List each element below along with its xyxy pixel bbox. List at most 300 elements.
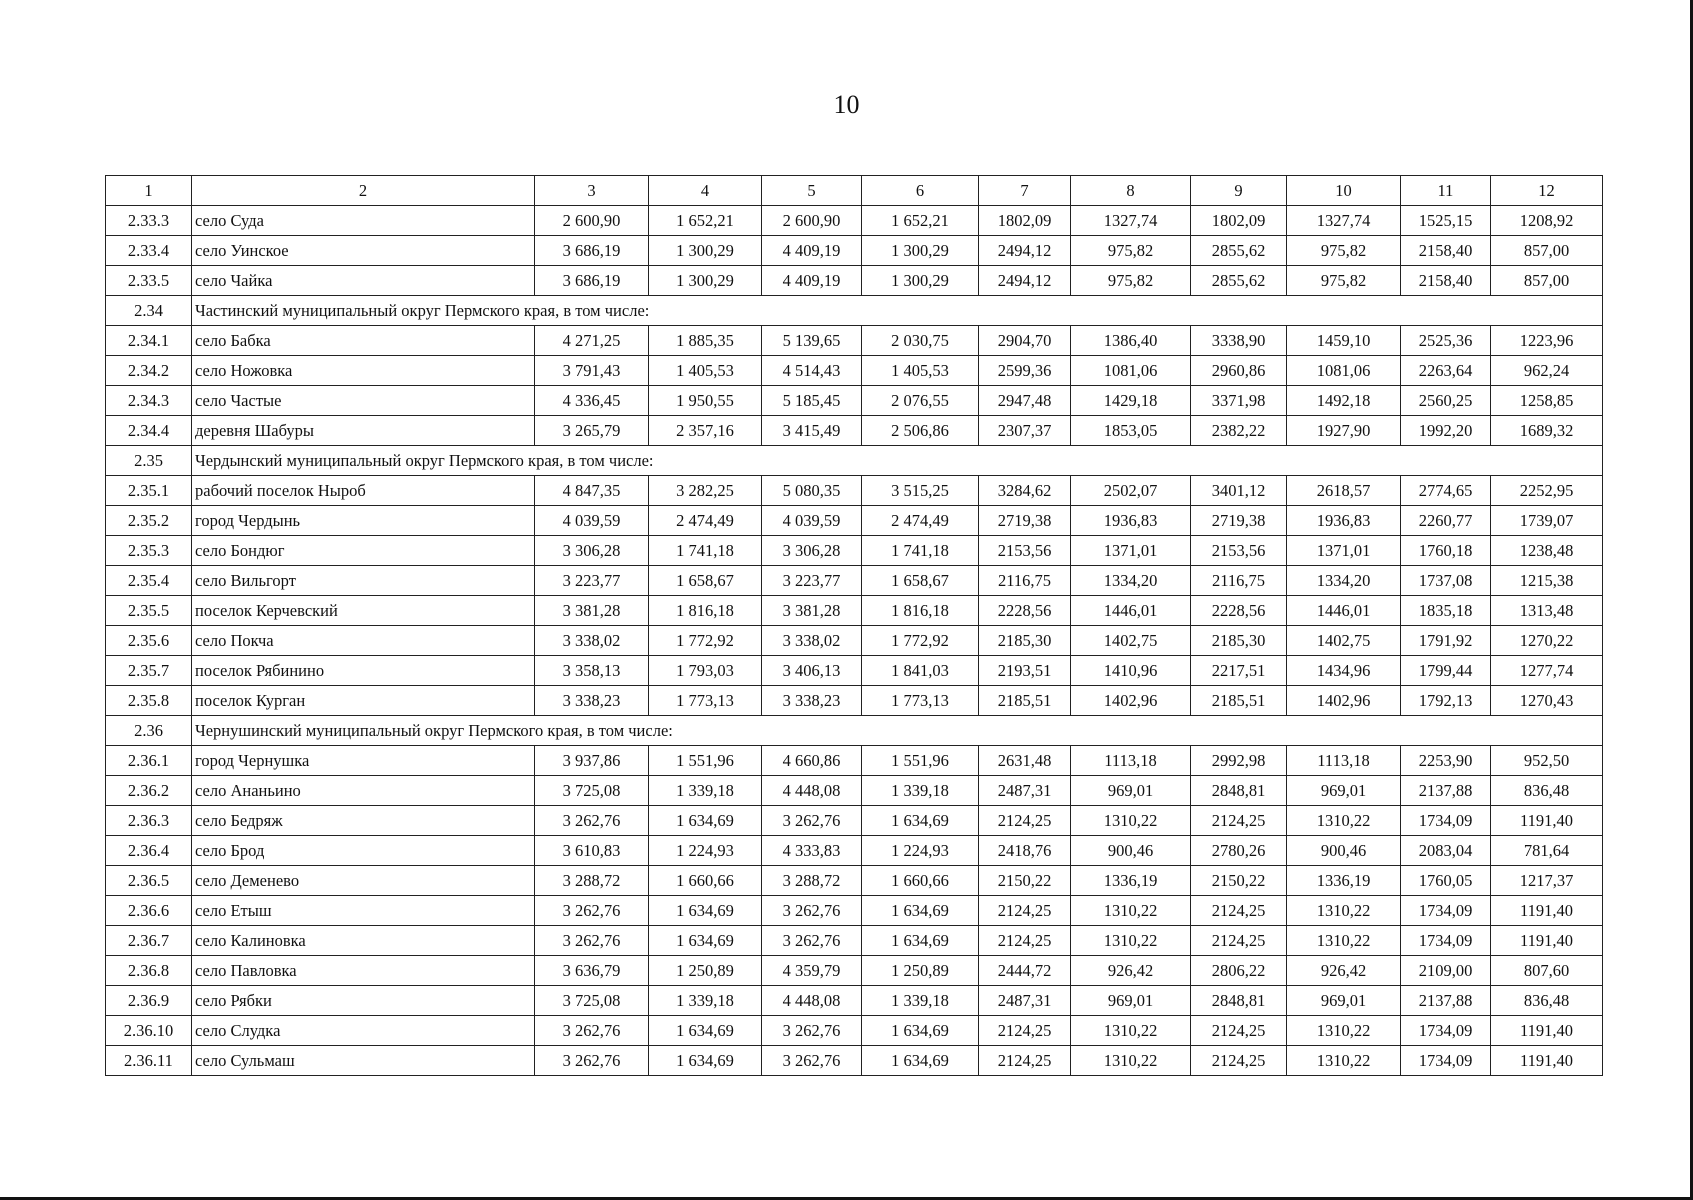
value-cell: 2124,25 — [1191, 1046, 1287, 1076]
value-cell: 2444,72 — [979, 956, 1071, 986]
value-cell: 2 474,49 — [649, 506, 762, 536]
value-cell: 3 406,13 — [762, 656, 862, 686]
value-cell: 1217,37 — [1491, 866, 1603, 896]
value-cell: 2307,37 — [979, 416, 1071, 446]
row-number: 2.35 — [106, 446, 192, 476]
value-cell: 3 262,76 — [762, 806, 862, 836]
value-cell: 1 634,69 — [649, 926, 762, 956]
group-title: Частинский муниципальный округ Пермского края, в том числе: — [192, 296, 1603, 326]
value-cell: 3371,98 — [1191, 386, 1287, 416]
group-row — [106, 446, 1603, 476]
column-header: 7 — [979, 176, 1071, 206]
value-cell: 3 338,23 — [535, 686, 649, 716]
value-cell: 1270,22 — [1491, 626, 1603, 656]
value-cell: 1 405,53 — [649, 356, 762, 386]
row-number: 2.36.1 — [106, 746, 192, 776]
value-cell: 2153,56 — [979, 536, 1071, 566]
value-cell: 1 634,69 — [649, 896, 762, 926]
value-cell: 3 937,86 — [535, 746, 649, 776]
value-cell: 2124,25 — [1191, 896, 1287, 926]
value-cell: 2992,98 — [1191, 746, 1287, 776]
column-header: 4 — [649, 176, 762, 206]
value-cell: 2487,31 — [979, 776, 1071, 806]
row-number: 2.36.4 — [106, 836, 192, 866]
settlement-name: село Бабка — [192, 326, 535, 356]
value-cell: 3 262,76 — [535, 926, 649, 956]
value-cell: 2904,70 — [979, 326, 1071, 356]
value-cell: 1 339,18 — [649, 776, 762, 806]
table-row — [106, 236, 1603, 266]
settlement-name: деревня Шабуры — [192, 416, 535, 446]
value-cell: 3 338,02 — [762, 626, 862, 656]
value-cell: 836,48 — [1491, 986, 1603, 1016]
value-cell: 1 300,29 — [649, 236, 762, 266]
value-cell: 2193,51 — [979, 656, 1071, 686]
settlement-name: село Ананьино — [192, 776, 535, 806]
value-cell: 1 634,69 — [649, 1016, 762, 1046]
value-cell: 1191,40 — [1491, 806, 1603, 836]
value-cell: 5 139,65 — [762, 326, 862, 356]
value-cell: 2124,25 — [979, 1016, 1071, 1046]
value-cell: 1792,13 — [1401, 686, 1491, 716]
value-cell: 2185,51 — [979, 686, 1071, 716]
value-cell: 3 223,77 — [535, 566, 649, 596]
value-cell: 2631,48 — [979, 746, 1071, 776]
value-cell: 1446,01 — [1071, 596, 1191, 626]
column-header: 5 — [762, 176, 862, 206]
value-cell: 1191,40 — [1491, 1046, 1603, 1076]
value-cell: 2228,56 — [1191, 596, 1287, 626]
value-cell: 2253,90 — [1401, 746, 1491, 776]
value-cell: 1208,92 — [1491, 206, 1603, 236]
value-cell: 1336,19 — [1071, 866, 1191, 896]
value-cell: 4 336,45 — [535, 386, 649, 416]
settlement-name: село Бондюг — [192, 536, 535, 566]
value-cell: 4 359,79 — [762, 956, 862, 986]
value-cell: 1739,07 — [1491, 506, 1603, 536]
value-cell: 1835,18 — [1401, 596, 1491, 626]
column-header: 10 — [1287, 176, 1401, 206]
table-row — [106, 836, 1603, 866]
value-cell: 1113,18 — [1071, 746, 1191, 776]
table-row — [106, 266, 1603, 296]
row-number: 2.36.8 — [106, 956, 192, 986]
value-cell: 1 634,69 — [862, 1016, 979, 1046]
value-cell: 1 816,18 — [649, 596, 762, 626]
value-cell: 1310,22 — [1071, 1046, 1191, 1076]
value-cell: 3 262,76 — [762, 926, 862, 956]
settlement-name: город Чернушка — [192, 746, 535, 776]
value-cell: 1 634,69 — [862, 896, 979, 926]
table-row — [106, 1046, 1603, 1076]
value-cell: 3 262,76 — [535, 1016, 649, 1046]
table-row — [106, 956, 1603, 986]
settlement-name: поселок Курган — [192, 686, 535, 716]
value-cell: 1434,96 — [1287, 656, 1401, 686]
value-cell: 2150,22 — [979, 866, 1071, 896]
value-cell: 1 741,18 — [649, 536, 762, 566]
value-cell: 1310,22 — [1071, 1016, 1191, 1046]
value-cell: 926,42 — [1071, 956, 1191, 986]
value-cell: 2260,77 — [1401, 506, 1491, 536]
value-cell: 2855,62 — [1191, 236, 1287, 266]
value-cell: 2494,12 — [979, 236, 1071, 266]
value-cell: 2502,07 — [1071, 476, 1191, 506]
value-cell: 969,01 — [1071, 986, 1191, 1016]
group-row — [106, 716, 1603, 746]
value-cell: 2185,30 — [979, 626, 1071, 656]
value-cell: 1113,18 — [1287, 746, 1401, 776]
column-header: 2 — [192, 176, 535, 206]
value-cell: 3 265,79 — [535, 416, 649, 446]
value-cell: 4 514,43 — [762, 356, 862, 386]
value-cell: 1310,22 — [1287, 926, 1401, 956]
value-cell: 1 885,35 — [649, 326, 762, 356]
value-cell: 1734,09 — [1401, 896, 1491, 926]
value-cell: 2774,65 — [1401, 476, 1491, 506]
value-cell: 2494,12 — [979, 266, 1071, 296]
value-cell: 1 551,96 — [649, 746, 762, 776]
value-cell: 1334,20 — [1287, 566, 1401, 596]
value-cell: 1936,83 — [1287, 506, 1401, 536]
value-cell: 3284,62 — [979, 476, 1071, 506]
value-cell: 1191,40 — [1491, 896, 1603, 926]
value-cell: 1 250,89 — [862, 956, 979, 986]
value-cell: 2185,51 — [1191, 686, 1287, 716]
value-cell: 3 262,76 — [535, 806, 649, 836]
value-cell: 2525,36 — [1401, 326, 1491, 356]
row-number: 2.33.5 — [106, 266, 192, 296]
value-cell: 1277,74 — [1491, 656, 1603, 686]
value-cell: 2116,75 — [979, 566, 1071, 596]
value-cell: 1525,15 — [1401, 206, 1491, 236]
row-number: 2.36.6 — [106, 896, 192, 926]
value-cell: 1191,40 — [1491, 926, 1603, 956]
value-cell: 1 950,55 — [649, 386, 762, 416]
value-cell: 3 791,43 — [535, 356, 649, 386]
row-number: 2.35.3 — [106, 536, 192, 566]
settlement-name: село Чайка — [192, 266, 535, 296]
value-cell: 2418,76 — [979, 836, 1071, 866]
column-header: 12 — [1491, 176, 1603, 206]
value-cell: 1 772,92 — [649, 626, 762, 656]
value-cell: 4 409,19 — [762, 266, 862, 296]
settlement-name: село Етыш — [192, 896, 535, 926]
value-cell: 857,00 — [1491, 236, 1603, 266]
value-cell: 1992,20 — [1401, 416, 1491, 446]
value-cell: 857,00 — [1491, 266, 1603, 296]
value-cell: 1310,22 — [1071, 926, 1191, 956]
value-cell: 2150,22 — [1191, 866, 1287, 896]
value-cell: 2560,25 — [1401, 386, 1491, 416]
group-row — [106, 296, 1603, 326]
value-cell: 2252,95 — [1491, 476, 1603, 506]
value-cell: 1 660,66 — [862, 866, 979, 896]
value-cell: 1492,18 — [1287, 386, 1401, 416]
value-cell: 1081,06 — [1287, 356, 1401, 386]
value-cell: 2116,75 — [1191, 566, 1287, 596]
value-cell: 3 288,72 — [535, 866, 649, 896]
value-cell: 2719,38 — [979, 506, 1071, 536]
table-row — [106, 206, 1603, 236]
value-cell: 969,01 — [1287, 776, 1401, 806]
table-row — [106, 896, 1603, 926]
value-cell: 2158,40 — [1401, 266, 1491, 296]
table-row — [106, 566, 1603, 596]
settlement-name: село Уинское — [192, 236, 535, 266]
value-cell: 1734,09 — [1401, 926, 1491, 956]
value-cell: 1689,32 — [1491, 416, 1603, 446]
settlement-name: город Чердынь — [192, 506, 535, 536]
column-header: 9 — [1191, 176, 1287, 206]
value-cell: 1936,83 — [1071, 506, 1191, 536]
row-number: 2.35.1 — [106, 476, 192, 506]
value-cell: 4 039,59 — [762, 506, 862, 536]
row-number: 2.34.4 — [106, 416, 192, 446]
value-cell: 1327,74 — [1287, 206, 1401, 236]
table-header-row — [106, 176, 1603, 206]
settlement-name: село Ножовка — [192, 356, 535, 386]
value-cell: 2124,25 — [1191, 806, 1287, 836]
value-cell: 4 333,83 — [762, 836, 862, 866]
value-cell: 2185,30 — [1191, 626, 1287, 656]
settlement-name: село Частые — [192, 386, 535, 416]
value-cell: 3 338,23 — [762, 686, 862, 716]
value-cell: 952,50 — [1491, 746, 1603, 776]
value-cell: 1310,22 — [1287, 806, 1401, 836]
value-cell: 3401,12 — [1191, 476, 1287, 506]
table-row — [106, 416, 1603, 446]
value-cell: 1336,19 — [1287, 866, 1401, 896]
value-cell: 1 551,96 — [862, 746, 979, 776]
value-cell: 1402,75 — [1071, 626, 1191, 656]
table-row — [106, 596, 1603, 626]
value-cell: 4 847,35 — [535, 476, 649, 506]
row-number: 2.33.3 — [106, 206, 192, 236]
value-cell: 2083,04 — [1401, 836, 1491, 866]
row-number: 2.35.8 — [106, 686, 192, 716]
value-cell: 1 816,18 — [862, 596, 979, 626]
row-number: 2.36.2 — [106, 776, 192, 806]
value-cell: 2 506,86 — [862, 416, 979, 446]
value-cell: 2153,56 — [1191, 536, 1287, 566]
value-cell: 1 224,93 — [862, 836, 979, 866]
value-cell: 1310,22 — [1287, 1046, 1401, 1076]
value-cell: 4 660,86 — [762, 746, 862, 776]
table-row — [106, 386, 1603, 416]
value-cell: 3 725,08 — [535, 776, 649, 806]
value-cell: 1223,96 — [1491, 326, 1603, 356]
value-cell: 1802,09 — [979, 206, 1071, 236]
row-number: 2.33.4 — [106, 236, 192, 266]
value-cell: 1737,08 — [1401, 566, 1491, 596]
table-row — [106, 626, 1603, 656]
value-cell: 1313,48 — [1491, 596, 1603, 626]
value-cell: 4 409,19 — [762, 236, 862, 266]
value-cell: 2947,48 — [979, 386, 1071, 416]
table-row — [106, 986, 1603, 1016]
value-cell: 926,42 — [1287, 956, 1401, 986]
row-number: 2.35.6 — [106, 626, 192, 656]
value-cell: 2158,40 — [1401, 236, 1491, 266]
value-cell: 1799,44 — [1401, 656, 1491, 686]
value-cell: 1 634,69 — [649, 806, 762, 836]
value-cell: 1734,09 — [1401, 806, 1491, 836]
value-cell: 3 381,28 — [535, 596, 649, 626]
row-number: 2.35.5 — [106, 596, 192, 626]
settlement-name: село Рябки — [192, 986, 535, 1016]
value-cell: 3 515,25 — [862, 476, 979, 506]
value-cell: 2124,25 — [979, 896, 1071, 926]
row-number: 2.36.10 — [106, 1016, 192, 1046]
value-cell: 962,24 — [1491, 356, 1603, 386]
row-number: 2.34.1 — [106, 326, 192, 356]
value-cell: 1 300,29 — [649, 266, 762, 296]
row-number: 2.36.11 — [106, 1046, 192, 1076]
value-cell: 1 634,69 — [862, 926, 979, 956]
value-cell: 1334,20 — [1071, 566, 1191, 596]
settlement-name: село Калиновка — [192, 926, 535, 956]
value-cell: 1760,18 — [1401, 536, 1491, 566]
value-cell: 3 415,49 — [762, 416, 862, 446]
value-cell: 1 634,69 — [862, 806, 979, 836]
value-cell: 1 658,67 — [649, 566, 762, 596]
value-cell: 1215,38 — [1491, 566, 1603, 596]
value-cell: 3 262,76 — [535, 896, 649, 926]
value-cell: 3 610,83 — [535, 836, 649, 866]
value-cell: 3 686,19 — [535, 266, 649, 296]
value-cell: 3 358,13 — [535, 656, 649, 686]
value-cell: 1310,22 — [1071, 896, 1191, 926]
value-cell: 1429,18 — [1071, 386, 1191, 416]
value-cell: 1 741,18 — [862, 536, 979, 566]
value-cell: 4 448,08 — [762, 986, 862, 1016]
value-cell: 1 339,18 — [862, 986, 979, 1016]
value-cell: 3 306,28 — [762, 536, 862, 566]
page-number: 10 — [833, 90, 860, 119]
value-cell: 2137,88 — [1401, 986, 1491, 1016]
row-number: 2.35.2 — [106, 506, 192, 536]
value-cell: 1 652,21 — [862, 206, 979, 236]
value-cell: 2618,57 — [1287, 476, 1401, 506]
value-cell: 1327,74 — [1071, 206, 1191, 236]
table-row — [106, 686, 1603, 716]
value-cell: 1 773,13 — [862, 686, 979, 716]
value-cell: 2228,56 — [979, 596, 1071, 626]
value-cell: 3 262,76 — [762, 1016, 862, 1046]
table-row — [106, 476, 1603, 506]
value-cell: 975,82 — [1287, 266, 1401, 296]
value-cell: 3 381,28 — [762, 596, 862, 626]
value-cell: 2848,81 — [1191, 776, 1287, 806]
value-cell: 975,82 — [1071, 236, 1191, 266]
row-number: 2.36.9 — [106, 986, 192, 1016]
value-cell: 1371,01 — [1071, 536, 1191, 566]
value-cell: 3 636,79 — [535, 956, 649, 986]
value-cell: 1 773,13 — [649, 686, 762, 716]
value-cell: 1238,48 — [1491, 536, 1603, 566]
value-cell: 1 300,29 — [862, 266, 979, 296]
value-cell: 2137,88 — [1401, 776, 1491, 806]
value-cell: 1 658,67 — [862, 566, 979, 596]
value-cell: 1402,75 — [1287, 626, 1401, 656]
table-row — [106, 656, 1603, 686]
table-row — [106, 356, 1603, 386]
value-cell: 836,48 — [1491, 776, 1603, 806]
value-cell: 1734,09 — [1401, 1016, 1491, 1046]
value-cell: 1 339,18 — [649, 986, 762, 1016]
settlement-name: село Бедряж — [192, 806, 535, 836]
value-cell: 2487,31 — [979, 986, 1071, 1016]
value-cell: 3 262,76 — [535, 1046, 649, 1076]
value-cell: 975,82 — [1287, 236, 1401, 266]
value-cell: 3 223,77 — [762, 566, 862, 596]
value-cell: 2960,86 — [1191, 356, 1287, 386]
value-cell: 2780,26 — [1191, 836, 1287, 866]
value-cell: 2124,25 — [979, 1046, 1071, 1076]
value-cell: 5 080,35 — [762, 476, 862, 506]
value-cell: 2109,00 — [1401, 956, 1491, 986]
value-cell: 2 030,75 — [862, 326, 979, 356]
table-row — [106, 806, 1603, 836]
column-header: 11 — [1401, 176, 1491, 206]
value-cell: 900,46 — [1071, 836, 1191, 866]
settlement-name: рабочий поселок Ныроб — [192, 476, 535, 506]
settlement-name: село Сульмаш — [192, 1046, 535, 1076]
table-row — [106, 866, 1603, 896]
settlement-name: поселок Керчевский — [192, 596, 535, 626]
settlement-name: поселок Рябинино — [192, 656, 535, 686]
value-cell: 900,46 — [1287, 836, 1401, 866]
value-cell: 1371,01 — [1287, 536, 1401, 566]
value-cell: 3 282,25 — [649, 476, 762, 506]
value-cell: 1 300,29 — [862, 236, 979, 266]
value-cell: 2719,38 — [1191, 506, 1287, 536]
value-cell: 1459,10 — [1287, 326, 1401, 356]
value-cell: 1310,22 — [1287, 1016, 1401, 1046]
value-cell: 3 686,19 — [535, 236, 649, 266]
row-number: 2.34.3 — [106, 386, 192, 416]
value-cell: 1258,85 — [1491, 386, 1603, 416]
group-title: Чердынский муниципальный округ Пермского края, в том числе: — [192, 446, 1603, 476]
value-cell: 3338,90 — [1191, 326, 1287, 356]
value-cell: 2 600,90 — [762, 206, 862, 236]
row-number: 2.35.4 — [106, 566, 192, 596]
value-cell: 5 185,45 — [762, 386, 862, 416]
value-cell: 1310,22 — [1071, 806, 1191, 836]
value-cell: 1410,96 — [1071, 656, 1191, 686]
value-cell: 969,01 — [1287, 986, 1401, 1016]
value-cell: 1 405,53 — [862, 356, 979, 386]
value-cell: 2 076,55 — [862, 386, 979, 416]
value-cell: 975,82 — [1071, 266, 1191, 296]
value-cell: 1734,09 — [1401, 1046, 1491, 1076]
table-row — [106, 746, 1603, 776]
value-cell: 1386,40 — [1071, 326, 1191, 356]
value-cell: 2806,22 — [1191, 956, 1287, 986]
value-cell: 807,60 — [1491, 956, 1603, 986]
value-cell: 1402,96 — [1071, 686, 1191, 716]
column-header: 8 — [1071, 176, 1191, 206]
value-cell: 1 772,92 — [862, 626, 979, 656]
value-cell: 2 474,49 — [862, 506, 979, 536]
value-cell: 1760,05 — [1401, 866, 1491, 896]
value-cell: 1081,06 — [1071, 356, 1191, 386]
column-header: 1 — [106, 176, 192, 206]
value-cell: 3 338,02 — [535, 626, 649, 656]
value-cell: 2599,36 — [979, 356, 1071, 386]
row-number: 2.34.2 — [106, 356, 192, 386]
